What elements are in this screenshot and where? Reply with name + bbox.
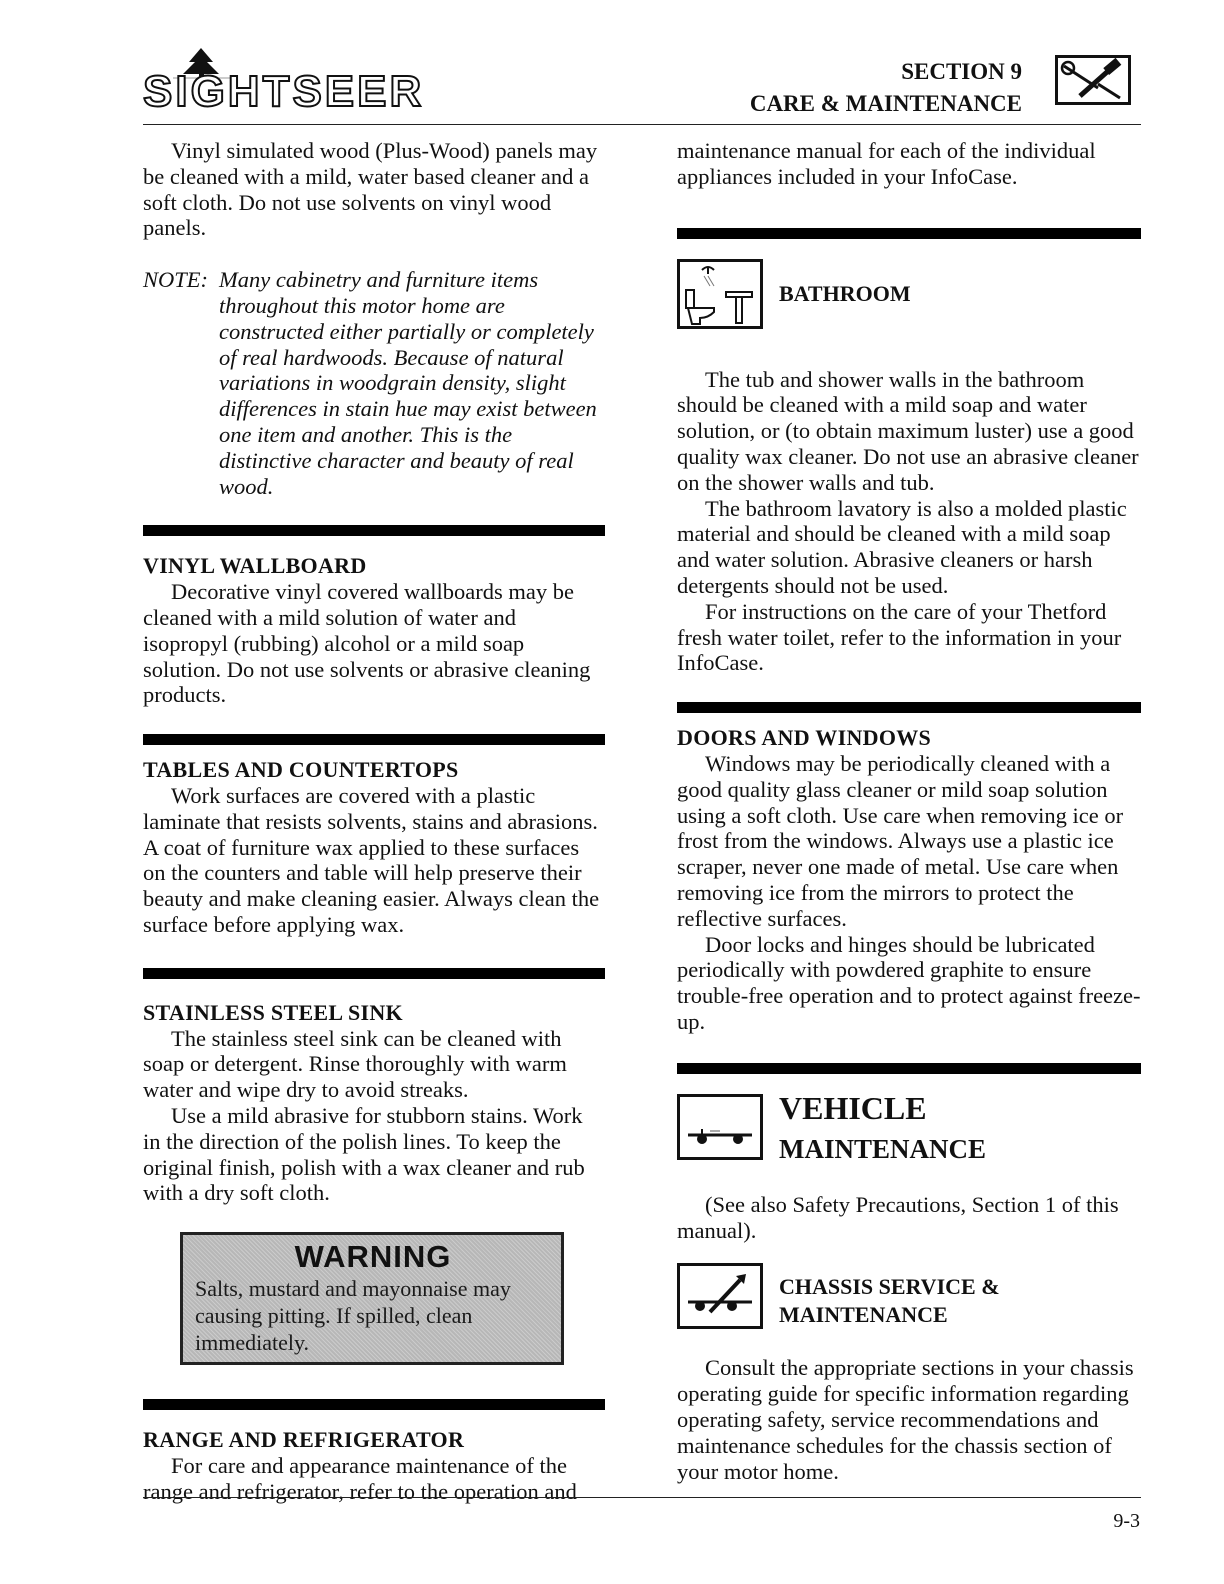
header-rule	[143, 124, 1141, 125]
chassis-icon	[677, 1094, 763, 1160]
page-number: 9-3	[1113, 1510, 1140, 1532]
stainless-sink-heading: STAINLESS STEEL SINK	[143, 999, 403, 1025]
section-divider	[677, 1063, 1141, 1074]
stainless-sink-text-1: The stainless steel sink can be cleaned with soap or detergent. Rinse thoroughly with warm water and wipe dry to avoid streaks.	[143, 1025, 567, 1103]
note-block	[143, 267, 605, 499]
vehicle-title-1: VEHICLE	[779, 1089, 927, 1126]
bathroom-heading	[677, 259, 1141, 329]
footer-rule	[143, 1497, 1141, 1498]
chassis-title-1: CHASSIS SERVICE &	[779, 1274, 1000, 1300]
doors-windows-heading: DOORS AND WINDOWS	[677, 725, 932, 751]
tables-countertops-heading: TABLES AND COUNTERTOPS	[143, 757, 459, 783]
chassis-wrench-icon	[677, 1263, 763, 1329]
continuation-text: maintenance manual for each of the individual appliances included in your InfoCase.	[677, 138, 1096, 189]
vehicle-title-2: MAINTENANCE	[779, 1133, 987, 1164]
warning-box	[180, 1232, 564, 1365]
tables-countertops-text: Work surfaces are covered with a plastic laminate that resists solvents, stains and abrasions. A coat of furniture wax applied to these surfaces on the counters and table will help preserve their beauty and make cleaning easier. Always clean the surface before applying wax.	[143, 782, 600, 937]
note-label: NOTE:	[143, 267, 209, 293]
section-divider	[143, 525, 605, 536]
bathroom-text-1: The tub and shower walls in the bathroom should be cleaned with a mild soap and water solution, or (to obtain maximum luster) use a good quality wax cleaner. Do not use an abrasive cleaner on the shower walls and tub.	[677, 366, 1139, 495]
stainless-sink-text-2: Use a mild abrasive for stubborn stains. Work in the direction of the polish lines. To keep the original finish, polish with a wax cleaner and rub with a dry soft cloth.	[143, 1102, 585, 1206]
warning-title: WARNING	[294, 1239, 452, 1275]
bathroom-title: BATHROOM	[779, 280, 911, 306]
section-label	[750, 56, 1022, 120]
range-refrigerator-heading: RANGE AND REFRIGERATOR	[143, 1427, 465, 1453]
section-divider	[677, 702, 1141, 713]
bathroom-text-2: The bathroom lavatory is also a molded plastic material and should be cleaned with a mild soap and water solution. Abrasive cleaners or harsh detergents should not be used.	[677, 495, 1127, 598]
right-column	[677, 138, 1141, 1484]
vinyl-wallboard-heading: VINYL WALLBOARD	[143, 553, 367, 579]
section-number: SECTION 9	[901, 59, 1022, 84]
chassis-title-2: MAINTENANCE	[779, 1302, 948, 1328]
page-header	[0, 0, 1224, 130]
range-refrigerator-text: For care and appearance maintenance of the range and refrigerator, refer to the operation and	[143, 1452, 577, 1504]
vehicle-maintenance-heading	[677, 1089, 1141, 1170]
intro-paragraph: Vinyl simulated wood (Plus-Wood) panels may be cleaned with a mild, water based cleaner and a soft cloth. Do not use solvents on vinyl wood panels.	[143, 138, 598, 241]
note-text: Many cabinetry and furniture items throughout this motor home are constructed either partially or completely of real hardwoods. Because of natural variations in woodgrain density, slight differences in stain hue may exist between one item and another. This is the distinctive character and beauty of real wood.	[219, 267, 597, 499]
section-divider	[143, 968, 605, 979]
vehicle-text: (See also Safety Precautions, Section 1 of this manual).	[677, 1191, 1119, 1243]
section-divider	[143, 1399, 605, 1410]
sightseer-logo	[143, 48, 448, 118]
warning-text: Salts, mustard and mayonnaise may causing pitting. If spilled, clean immediately.	[195, 1276, 511, 1356]
logo-wordmark: SIGHTSEER	[143, 67, 425, 116]
section-divider	[677, 228, 1141, 239]
bathroom-text-3: For instructions on the care of your Thetford fresh water toilet, refer to the information in your InfoCase.	[677, 598, 1122, 676]
doors-windows-text-2: Door locks and hinges should be lubricated periodically with powdered graphite to ensure trouble-free operation and to protect against freeze-up.	[677, 931, 1141, 1034]
section-divider	[143, 734, 605, 745]
bathroom-icon	[677, 259, 763, 329]
section-title: CARE & MAINTENANCE	[749, 91, 1022, 116]
tools-icon	[1055, 55, 1131, 105]
chassis-service-heading	[677, 1263, 1141, 1333]
vinyl-wallboard-text: Decorative vinyl covered wallboards may be cleaned with a mild solution of water and isopropyl (rubbing) alcohol or a mild soap solution. Do not use solvents or abrasive cleaning products.	[143, 579, 591, 708]
chassis-text: Consult the appropriate sections in your chassis operating guide for specific information regarding operating safety, service recommendations and maintenance schedules for the chassis section of your motor home.	[677, 1355, 1134, 1484]
left-column	[143, 138, 605, 1504]
doors-windows-text-1: Windows may be periodically cleaned with a good quality glass cleaner or mild soap solution using a soft cloth. Use care when removing ice or frost from the windows. Always use a plastic ice scraper, never one made of metal. Use care when removing ice from the mirrors to protect the reflective surfaces.	[677, 750, 1124, 931]
